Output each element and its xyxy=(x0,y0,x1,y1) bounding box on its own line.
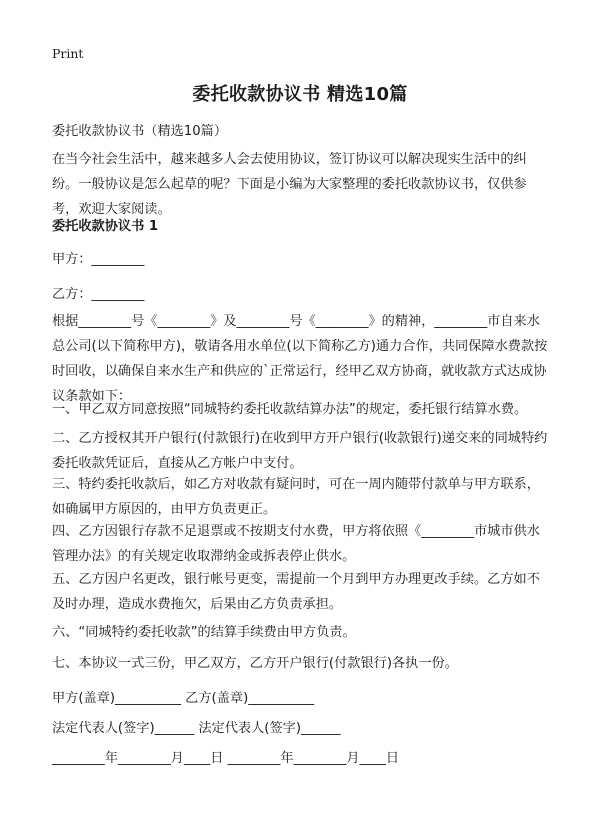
clause-6: 六、“同城特约委托收款”的结算手续费由甲方负责。 xyxy=(52,625,356,640)
party-b-field: 乙方：________ xyxy=(52,287,145,302)
intro-paragraph: 在当今社会生活中，越来越多人会去使用协议，签订协议可以解决现实生活中的纠纷。一般协议是怎么起草的呢？下面是小编为大家整理的委托收款协议书，仅供参考，欢迎大家阅读。 xyxy=(52,152,527,217)
body-paragraph: 根据________号《________》及________号《________》的精神，________市自来水总公司(以下简称甲方)，敬请各用水单位(以下简称乙方)通力合作，共同保障水费款按时回收，以确保自来水生产和供应的`正常运行，经甲乙双方协商，就收款方式达成协议条款如下： xyxy=(52,314,548,404)
document-title: 委托收款协议书 精选10篇 xyxy=(192,84,408,105)
signature-seal-line: 甲方(盖章)__________ 乙方(盖章)__________ xyxy=(52,691,315,706)
clause-2: 二、乙方授权其开户银行(付款银行)在收到甲方开户银行(收款银行)递交来的同城特约委托收款凭证后，直接从乙方帐户中支付。 xyxy=(52,431,548,471)
party-a-field: 甲方：________ xyxy=(52,252,145,267)
clause-3: 三、特约委托收款后，如乙方对收款有疑问时，可在一周内随带付款单与甲方联系，如确属甲方原因的，由甲方负责更正。 xyxy=(52,477,540,517)
clause-7: 七、本协议一式三份，甲乙双方，乙方开户银行(付款银行)各执一份。 xyxy=(52,656,458,671)
document-subtitle: 委托收款协议书（精选10篇） xyxy=(52,124,228,139)
clause-1: 一、甲乙双方同意按照“同城特约委托收款结算办法”的规定，委托银行结算水费。 xyxy=(52,402,528,417)
section-heading: 委托收款协议书 1 xyxy=(52,219,159,234)
signature-date-line: ________年________月____日 ________年________月____日 xyxy=(52,751,400,766)
signature-representative-line: 法定代表人(签字)______ 法定代表人(签字)______ xyxy=(52,721,341,736)
print-link[interactable]: Print xyxy=(52,46,84,61)
clause-4: 四、乙方因银行存款不足退票或不按期支付水费，甲方将依照《________市城市供水管理办法》的有关规定收取滞纳金或拆表停止供水。 xyxy=(52,524,540,564)
clause-5: 五、乙方因户名更改，银行帐号更变，需提前一个月到甲方办理更改手续。乙方如不及时办理，造成水费拖欠，后果由乙方负责承担。 xyxy=(52,572,540,612)
